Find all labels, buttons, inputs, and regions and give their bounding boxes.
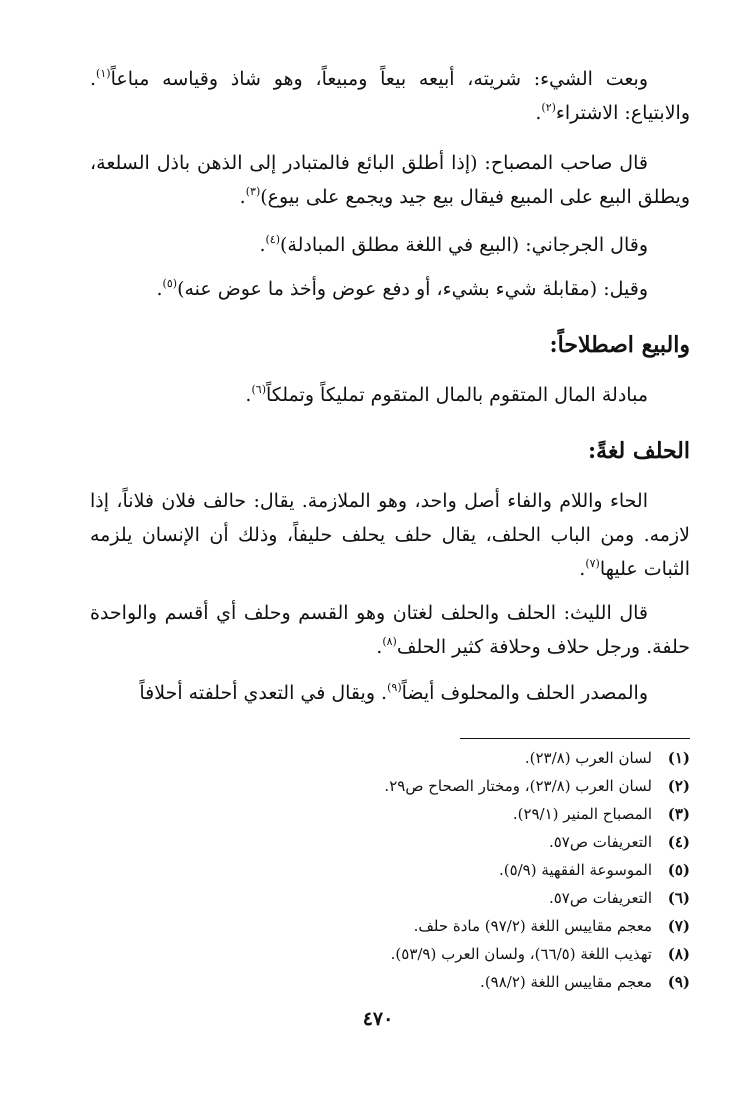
footnote-ref[interactable]: (٧) <box>585 557 600 570</box>
footnote-ref[interactable]: (٦) <box>251 383 266 396</box>
footnote-number: (١) <box>667 749 690 767</box>
footnote-ref[interactable]: (٤) <box>265 233 281 246</box>
page-number: ٤٧٠ <box>362 1008 394 1030</box>
footnote-number: (٩) <box>667 973 690 991</box>
footnote-item <box>90 800 690 828</box>
paragraph-layth: قال الليث: الحلف والحلف لغتان وهو القسم وحلف أي أقسم والواحدة حلفة. ورجل حلاف وحلافة كثير الحلف$^{(٨)}$. <box>90 602 690 658</box>
footnote-ref[interactable]: (١) <box>96 67 111 80</box>
footnote-list <box>90 744 690 996</box>
footnote-item <box>90 828 690 856</box>
footnote-ref[interactable]: (٢) <box>541 101 556 114</box>
footnote-number: (٢) <box>667 777 690 795</box>
footnote-separator <box>460 738 690 739</box>
heading-hilf-lughatan: الحلف لغةً: <box>588 438 690 464</box>
footnote-ref[interactable]: (٨) <box>382 635 397 648</box>
footnote-item <box>90 856 690 884</box>
footnote-text: لسان العرب (٢٣/٨). <box>524 749 652 767</box>
footnote-text: الموسوعة الفقهية (٥/٩). <box>498 861 652 879</box>
footnote-ref[interactable]: (٣) <box>245 185 261 198</box>
paragraph-misbah-quote: قال صاحب المصباح: (إذا أطلق البائع فالمتبادر إلى الذهن باذل السلعة، ويطلق البيع على المبيع فيقال بيع جيد ويجمع على بيوع)$^{(٣)}$. <box>90 152 690 208</box>
footnote-text: التعريفات ص٥٧. <box>548 889 652 907</box>
footnote-item <box>90 884 690 912</box>
heading-bay-istilahan: والبيع اصطلاحاً: <box>549 332 690 358</box>
footnote-text: التعريفات ص٥٧. <box>548 833 652 851</box>
footnote-item <box>90 912 690 940</box>
footnote-item <box>90 968 690 996</box>
footnote-text: لسان العرب (٢٣/٨)، ومختار الصحاح ص٢٩. <box>384 777 652 795</box>
footnote-number: (٦) <box>667 889 690 907</box>
footnote-item <box>90 940 690 968</box>
footnote-text: معجم مقاييس اللغة (٩٨/٢). <box>480 973 652 991</box>
footnote-ref[interactable]: (٥) <box>162 277 178 290</box>
paragraph-jurjani: وقال الجرجاني: (البيع في اللغة مطلق المبادلة)$^{(٤)}$. <box>259 233 648 256</box>
paragraph-bay-lughatan: وبعت الشيء: شريته، أبيعه بيعاً ومبيعاً، وهو شاذ وقياسه مباعاً$^{(١)}$. والابتياع: الاشتراء$^{(٢)}$. <box>90 67 690 124</box>
footnote-text: معجم مقاييس اللغة (٩٧/٢) مادة حلف. <box>413 917 652 935</box>
footnote-item <box>90 772 690 800</box>
paragraph-hilf-root: الحاء واللام والفاء أصل واحد، وهو الملازمة. يقال: حالف فلان فلاناً، إذا لازمه. ومن الباب الحلف، يقال حلف يحلف حليفاً، وذلك أن الإنسان يلزمه الثبات عليها$^{(٧)}$. <box>90 490 690 580</box>
footnote-item <box>90 744 690 772</box>
footnote-text: تهذيب اللغة (٦٦/٥)، ولسان العرب (٥٣/٩). <box>390 945 652 963</box>
paragraph-masdar: والمصدر الحلف والمحلوف أيضاً$^{(٩)}$. ويقال في التعدي أحلفته أحلافاً <box>139 681 648 704</box>
footnote-number: (٥) <box>667 861 690 879</box>
footnote-number: (٧) <box>667 917 690 935</box>
paragraph-qila: وقيل: (مقابلة شيء بشيء، أو دفع عوض وأخذ ما عوض عنه)$^{(٥)}$. <box>156 277 648 300</box>
footnote-text: المصباح المنير (٢٩/١). <box>512 805 652 823</box>
paragraph-bay-definition: مبادلة المال المتقوم بالمال المتقوم تمليكاً وتملكاً$^{(٦)}$. <box>245 383 648 406</box>
footnote-number: (٣) <box>667 805 690 823</box>
footnote-ref[interactable]: (٩) <box>387 681 402 694</box>
footnote-number: (٤) <box>667 833 690 851</box>
footnote-number: (٨) <box>667 945 690 963</box>
